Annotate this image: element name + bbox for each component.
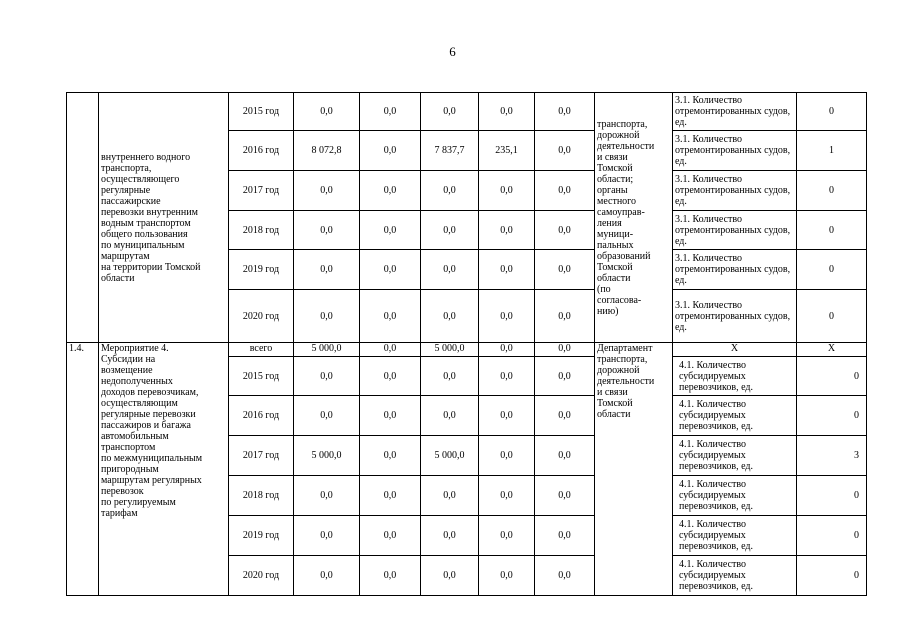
activity-name-cell-line: маршрутам регулярных	[101, 475, 202, 486]
executor-cell-line: дорожной	[597, 129, 640, 141]
amount-cell: 0,0	[479, 476, 535, 516]
indicator-cell: 3.1. Количество отремонтированных судов, ед.	[673, 131, 797, 171]
executor-cell-line: местного	[597, 195, 637, 207]
executor-cell-line: Департамент	[597, 343, 653, 354]
indicator-value-cell: 0	[797, 211, 867, 250]
amount-cell: 0,0	[421, 93, 479, 131]
activity-name-cell-line: маршрутам	[101, 250, 150, 262]
indicator-cell: 4.1. Количество субсидируемых перевозчиков, ед.	[673, 476, 797, 516]
amount-cell: 0,0	[294, 556, 360, 596]
executor-cell-line: деятельности	[597, 140, 655, 152]
activity-name-cell-line: недополученных	[101, 376, 173, 387]
amount-cell: 0,0	[360, 250, 421, 290]
year-cell: 2015 год	[229, 93, 294, 131]
amount-cell: 0,0	[294, 290, 360, 343]
executor-cell-line: согласова-	[597, 294, 642, 306]
amount-cell: 0,0	[294, 211, 360, 250]
amount-cell: 0,0	[360, 211, 421, 250]
indicator-value-cell: X	[797, 343, 867, 357]
activity-name-cell-line: перевозки внутренним	[101, 206, 198, 218]
amount-cell: 0,0	[535, 171, 595, 211]
activity-name-cell-line: Мероприятие 4.	[101, 343, 169, 354]
year-cell: 2016 год	[229, 131, 294, 171]
amount-cell: 0,0	[360, 436, 421, 476]
amount-cell: 0,0	[360, 93, 421, 131]
amount-cell: 0,0	[535, 357, 595, 396]
activity-name-cell-line: осуществляющего	[101, 173, 180, 185]
executor-cell-line: деятельности	[597, 376, 655, 387]
activity-name-cell-line: тарифам	[101, 508, 138, 519]
amount-cell: 0,0	[360, 396, 421, 436]
item-number-cell: 1.4.	[67, 343, 99, 596]
executor-cell-line: и связи	[597, 387, 628, 398]
indicator-value-cell: 0	[797, 396, 867, 436]
amount-cell: 0,0	[535, 476, 595, 516]
year-cell: 2015 год	[229, 357, 294, 396]
activity-name-cell-line: водным транспортом	[101, 217, 191, 229]
activity-name-cell	[99, 343, 229, 596]
amount-cell: 0,0	[294, 171, 360, 211]
indicator-cell: 3.1. Количество отремонтированных судов, ед.	[673, 93, 797, 131]
activity-name-cell	[99, 93, 229, 343]
executor-cell-line: самоуправ-	[597, 206, 645, 218]
activity-name-cell-line: по регулируемым	[101, 497, 176, 508]
amount-cell: 0,0	[294, 476, 360, 516]
year-cell: 2017 год	[229, 436, 294, 476]
amount-cell: 0,0	[421, 357, 479, 396]
activity-name-cell-line: автомобильным	[101, 431, 169, 442]
executor-cell-line: органы	[597, 184, 628, 196]
executor-cell-line: ления	[597, 217, 622, 229]
executor-cell-line: области	[597, 409, 631, 420]
indicator-value-cell: 0	[797, 476, 867, 516]
amount-cell: 0,0	[360, 556, 421, 596]
indicator-value-cell: 0	[797, 171, 867, 211]
year-cell: 2018 год	[229, 211, 294, 250]
amount-cell: 7 837,7	[421, 131, 479, 171]
activity-name-cell-line: пригородным	[101, 464, 159, 475]
activity-name-cell-line: пассажиров и багажа	[101, 420, 191, 431]
indicator-value-cell: 3	[797, 436, 867, 476]
amount-cell: 0,0	[360, 357, 421, 396]
amount-cell: 0,0	[535, 131, 595, 171]
activity-name-cell-line: Субсидии на	[101, 354, 156, 365]
amount-cell: 0,0	[535, 343, 595, 357]
activity-name-cell-line: по межмуниципальным	[101, 453, 203, 464]
amount-cell: 0,0	[421, 396, 479, 436]
indicator-value-cell: 0	[797, 250, 867, 290]
amount-cell: 0,0	[479, 556, 535, 596]
amount-cell: 0,0	[479, 211, 535, 250]
activity-name-cell-line: возмещение	[101, 365, 153, 376]
indicator-cell: 3.1. Количество отремонтированных судов, ед.	[673, 171, 797, 211]
amount-cell: 0,0	[421, 250, 479, 290]
table-row	[67, 93, 867, 131]
activity-name-cell-line: доходов перевозчикам,	[101, 387, 199, 398]
activity-name-cell-line: общего пользования	[101, 228, 188, 240]
amount-cell: 0,0	[421, 211, 479, 250]
executor-cell	[595, 93, 673, 343]
executor-cell-line: Томской	[597, 398, 633, 409]
year-cell: 2020 год	[229, 556, 294, 596]
indicator-cell: 4.1. Количество субсидируемых перевозчиков, ед.	[673, 396, 797, 436]
executor-cell-line: Томской	[597, 162, 633, 174]
amount-cell: 0,0	[421, 476, 479, 516]
page-number: 6	[449, 44, 456, 59]
activity-name-cell-line: пассажирские	[101, 195, 161, 207]
indicator-cell: 3.1. Количество отремонтированных судов, ед.	[673, 250, 797, 290]
activity-name-cell-line: транспорта,	[101, 162, 152, 174]
activity-name-cell-line: транспортом	[101, 442, 156, 453]
year-cell: 2017 год	[229, 171, 294, 211]
amount-cell: 0,0	[479, 250, 535, 290]
amount-cell: 0,0	[360, 131, 421, 171]
amount-cell: 5 000,0	[421, 343, 479, 357]
year-cell: 2019 год	[229, 250, 294, 290]
year-cell: 2018 год	[229, 476, 294, 516]
amount-cell: 0,0	[294, 357, 360, 396]
amount-cell: 0,0	[479, 436, 535, 476]
amount-cell: 5 000,0	[294, 436, 360, 476]
indicator-cell: X	[673, 343, 797, 357]
indicator-cell: 3.1. Количество отремонтированных судов, ед.	[673, 290, 797, 343]
amount-cell: 0,0	[294, 250, 360, 290]
amount-cell: 0,0	[535, 556, 595, 596]
amount-cell: 0,0	[360, 171, 421, 211]
amount-cell: 0,0	[294, 93, 360, 131]
amount-cell: 0,0	[479, 357, 535, 396]
amount-cell: 0,0	[535, 93, 595, 131]
executor-cell-line: Томской	[597, 261, 633, 273]
amount-cell: 0,0	[360, 290, 421, 343]
amount-cell: 0,0	[421, 171, 479, 211]
amount-cell: 0,0	[360, 516, 421, 556]
amount-cell: 5 000,0	[421, 436, 479, 476]
year-cell: 2019 год	[229, 516, 294, 556]
activity-name-cell-line: регулярные	[101, 184, 151, 196]
indicator-cell: 4.1. Количество субсидируемых перевозчиков, ед.	[673, 516, 797, 556]
amount-cell: 0,0	[535, 211, 595, 250]
amount-cell: 0,0	[479, 516, 535, 556]
executor-cell-line: и связи	[597, 151, 628, 163]
executor-cell-line: образований	[597, 250, 651, 262]
executor-cell	[595, 343, 673, 596]
activity-name-cell-line: по муниципальным	[101, 239, 185, 251]
activity-name-cell-line: регулярные перевозки	[101, 409, 196, 420]
indicator-cell: 3.1. Количество отремонтированных судов, ед.	[673, 211, 797, 250]
amount-cell: 0,0	[479, 343, 535, 357]
activity-name-cell-line: осуществляющим	[101, 398, 178, 409]
indicator-cell: 4.1. Количество субсидируемых перевозчиков, ед.	[673, 556, 797, 596]
executor-cell-line: дорожной	[597, 365, 640, 376]
amount-cell: 0,0	[535, 436, 595, 476]
amount-cell: 0,0	[535, 516, 595, 556]
executor-cell-line: транспорта,	[597, 354, 648, 365]
year-cell: 2016 год	[229, 396, 294, 436]
year-cell: всего	[229, 343, 294, 357]
executor-cell-line: муници-	[597, 228, 634, 240]
indicator-cell: 4.1. Количество субсидируемых перевозчиков, ед.	[673, 357, 797, 396]
indicator-cell: 4.1. Количество субсидируемых перевозчиков, ед.	[673, 436, 797, 476]
amount-cell: 0,0	[535, 250, 595, 290]
amount-cell: 0,0	[479, 93, 535, 131]
executor-cell-line: нию)	[597, 305, 619, 317]
amount-cell: 8 072,8	[294, 131, 360, 171]
amount-cell: 0,0	[294, 516, 360, 556]
amount-cell: 0,0	[479, 396, 535, 436]
amount-cell: 0,0	[421, 516, 479, 556]
executor-cell-line: области	[597, 272, 631, 284]
executor-cell-line: области;	[597, 173, 634, 185]
indicator-value-cell: 0	[797, 556, 867, 596]
program-activities-table	[66, 92, 867, 596]
indicator-value-cell: 0	[797, 357, 867, 396]
amount-cell: 0,0	[360, 343, 421, 357]
executor-cell-line: пальных	[597, 239, 634, 251]
indicator-value-cell: 0	[797, 93, 867, 131]
executor-cell-line: (по	[597, 283, 611, 295]
amount-cell: 5 000,0	[294, 343, 360, 357]
indicator-value-cell: 0	[797, 516, 867, 556]
amount-cell: 0,0	[360, 476, 421, 516]
amount-cell: 0,0	[535, 290, 595, 343]
amount-cell: 0,0	[479, 290, 535, 343]
amount-cell: 0,0	[479, 171, 535, 211]
activity-name-cell-line: области	[101, 272, 135, 284]
table-row-total	[67, 343, 867, 357]
amount-cell: 0,0	[421, 556, 479, 596]
amount-cell: 0,0	[535, 396, 595, 436]
activity-name-cell-line: перевозок	[101, 486, 144, 497]
activity-name-cell-line: на территории Томской	[101, 261, 201, 273]
indicator-value-cell: 1	[797, 131, 867, 171]
amount-cell: 235,1	[479, 131, 535, 171]
activity-name-cell-line: внутреннего водного	[101, 151, 191, 163]
amount-cell: 0,0	[421, 290, 479, 343]
year-cell: 2020 год	[229, 290, 294, 343]
executor-cell-line: транспорта,	[597, 118, 648, 130]
amount-cell: 0,0	[294, 396, 360, 436]
indicator-value-cell: 0	[797, 290, 867, 343]
item-number-cell	[67, 93, 99, 343]
